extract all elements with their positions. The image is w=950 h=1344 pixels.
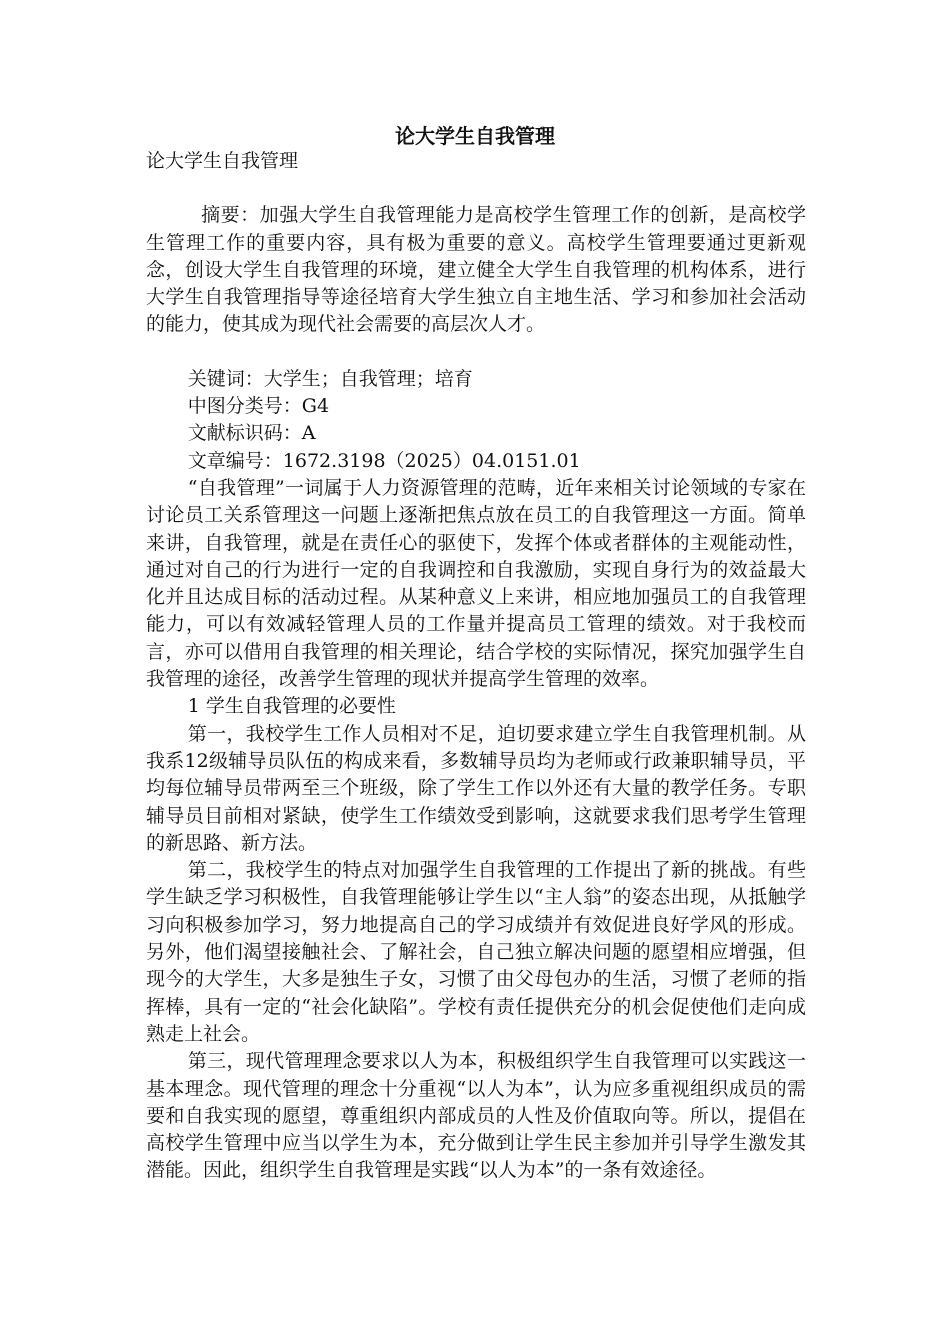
document-title: 论大学生自我管理 — [395, 124, 555, 148]
document-subtitle: 论大学生自我管理 — [146, 150, 299, 172]
body-paragraph-1: 第一，我校学生工作人员相对不足，迫切要求建立学生自我管理机制。从我系12级辅导员队伍的构成来看，多数辅导员均为老师或行政兼职辅导员，平均每位辅导员带两至三个班级，除了学生工作以外还有大量的教学任务。专职辅导员目前相对紧缺，使学生工作绩效受到影响，这就要求我们思考学生管理的新思路、新方法。 — [146, 722, 806, 854]
document-code-line: 文献标识码：A — [187, 422, 316, 445]
classification-line: 中图分类号：G4 — [187, 395, 330, 418]
section-1-heading: 1 学生自我管理的必要性 — [187, 695, 396, 718]
body-paragraph-3: 第三，现代管理理念要求以人为本，积极组织学生自我管理可以实践这一基本理念。现代管理的理念十分重视“以人为本”，认为应多重视组织成员的需要和自我实现的愿望，尊重组织内部成员的人性及价值取向等。所以，提倡在高校学生管理中应当以学生为本，充分做到让学生民主参加并引导学生激发其潜能。因此，组织学生自我管理是实践“以人为本”的一条有效途径。 — [146, 1050, 806, 1182]
document-body — [146, 148, 806, 1185]
article-number-line: 文章编号：1672.3198（2025）04.0151.01 — [187, 449, 581, 472]
intro-paragraph: “自我管理”一词属于人力资源管理的范畴，近年来相关讨论领域的专家在讨论员工关系管理这一问题上逐渐把焦点放在员工的自我管理这一方面。简单来讲，自我管理，就是在责任心的驱使下，发挥个体或者群体的主观能动性，通过对自己的行为进行一定的自我调控和自我激励，实现自身行为的效益最大化并且达成目标的活动过程。从某种意义上来讲，相应地加强员工的自我管理能力，可以有效减轻管理人员的工作量并提高员工管理的绩效。对于我校而言，亦可以借用自我管理的相关理论，结合学校的实际情况，探究加强学生自我管理的途径，改善学生管理的现状并提高学生管理的效率。 — [146, 476, 806, 691]
abstract-paragraph: 摘要：加强大学生自我管理能力是高校学生管理工作的创新，是高校学生管理工作的重要内容，具有极为重要的意义。高校学生管理要通过更新观念，创设大学生自我管理的环境，建立健全大学生自我管理的机构体系，进行大学生自我管理指导等途径培育大学生独立自主地生活、学习和参加社会活动的能力，使其成为现代社会需要的高层次人才。 — [146, 204, 806, 336]
keywords-line: 关键词：大学生；自我管理；培育 — [187, 367, 473, 390]
body-paragraph-2: 第二，我校学生的特点对加强学生自我管理的工作提出了新的挑战。有些学生缺乏学习积极性，自我管理能够让学生以“主人翁”的姿态出现，从抵触学习向积极参加学习，努力地提高自己的学习成绩并有效促进良好学风的形成。另外，他们渴望接触社会、了解社会，自己独立解决问题的愿望相应增强，但现今的大学生，大多是独生子女，习惯了由父母包办的生活，习惯了老师的指挥棒，具有一定的“社会化缺陷”。学校有责任提供充分的机会促使他们走向成熟走上社会。 — [146, 859, 806, 1045]
